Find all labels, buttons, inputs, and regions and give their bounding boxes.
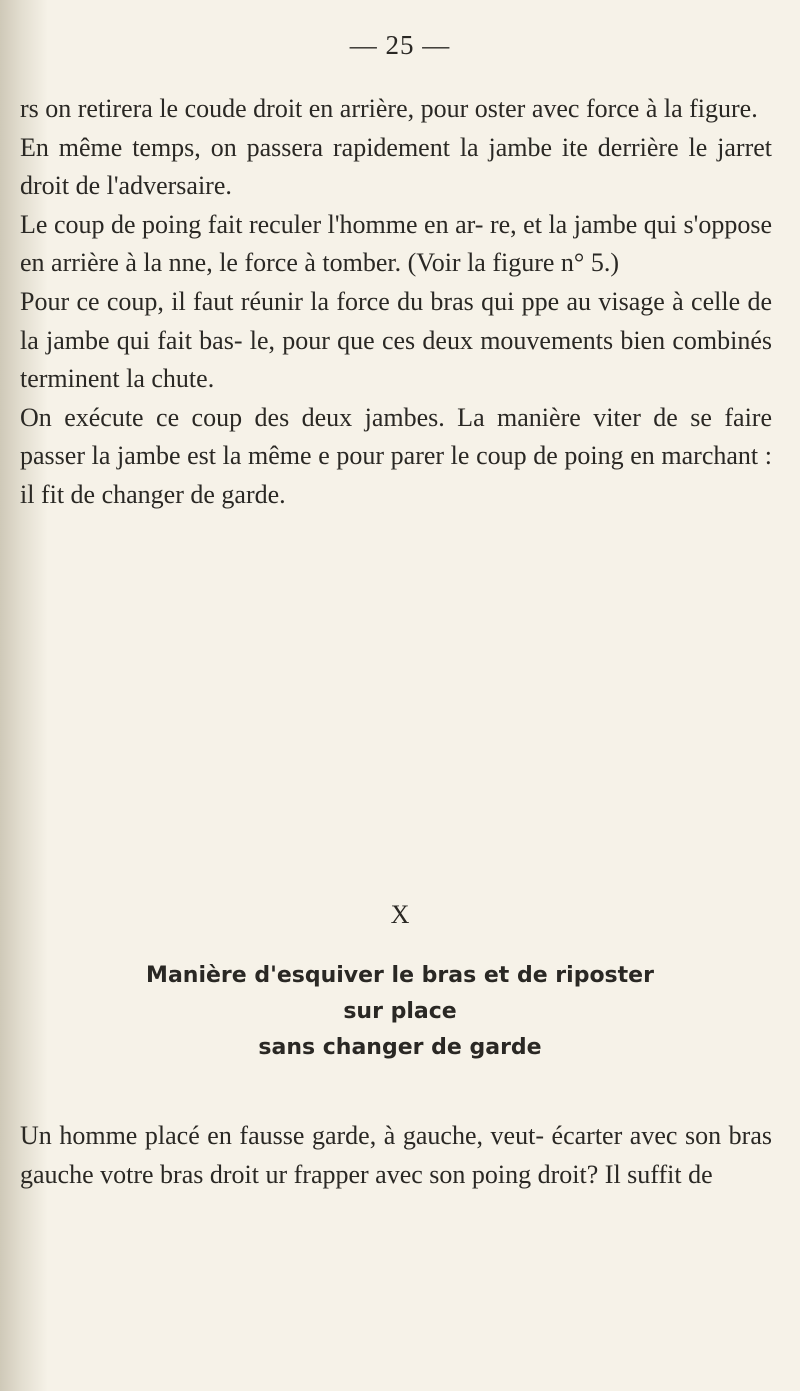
section-heading <box>0 958 800 1066</box>
page-number: — 25 — <box>349 30 451 60</box>
section-heading-line-1: Manière d'esquiver le bras et de riposter <box>146 963 654 988</box>
paragraph-5: On exécute ce coup des deux jambes. La manière viter de se faire passer la jambe est la même e pour parer le coup de poing en marchant : il fit de changer de garde. <box>20 402 772 509</box>
body-text-top <box>20 90 772 515</box>
section-heading-line-3: sans changer de garde <box>258 1035 542 1060</box>
paragraph-3: Le coup de poing fait reculer l'homme en ar- re, et la jambe qui s'oppose en arrière à la nne, le force à tomber. (Voir la figure n° 5.) <box>20 209 772 278</box>
body-text-bottom <box>20 1117 772 1194</box>
paragraph-1: rs on retirera le coude droit en arrière, pour oster avec force à la figure. <box>20 94 758 123</box>
paragraph-2: En même temps, on passera rapidement la jambe ite derrière le jarret droit de l'adversaire. <box>20 132 772 201</box>
paragraph-6: Un homme placé en fausse garde, à gauche, veut- écarter avec son bras gauche votre bras droit ur frapper avec son poing droit? Il suffit de <box>20 1121 772 1189</box>
section-heading-line-2: sur place <box>343 999 457 1024</box>
section-numeral: X <box>390 900 410 929</box>
paragraph-4: Pour ce coup, il faut réunir la force du bras qui ppe au visage à celle de la jambe qui fait bas- le, pour que ces deux mouvements bien combinés terminent la chute. <box>20 286 772 394</box>
